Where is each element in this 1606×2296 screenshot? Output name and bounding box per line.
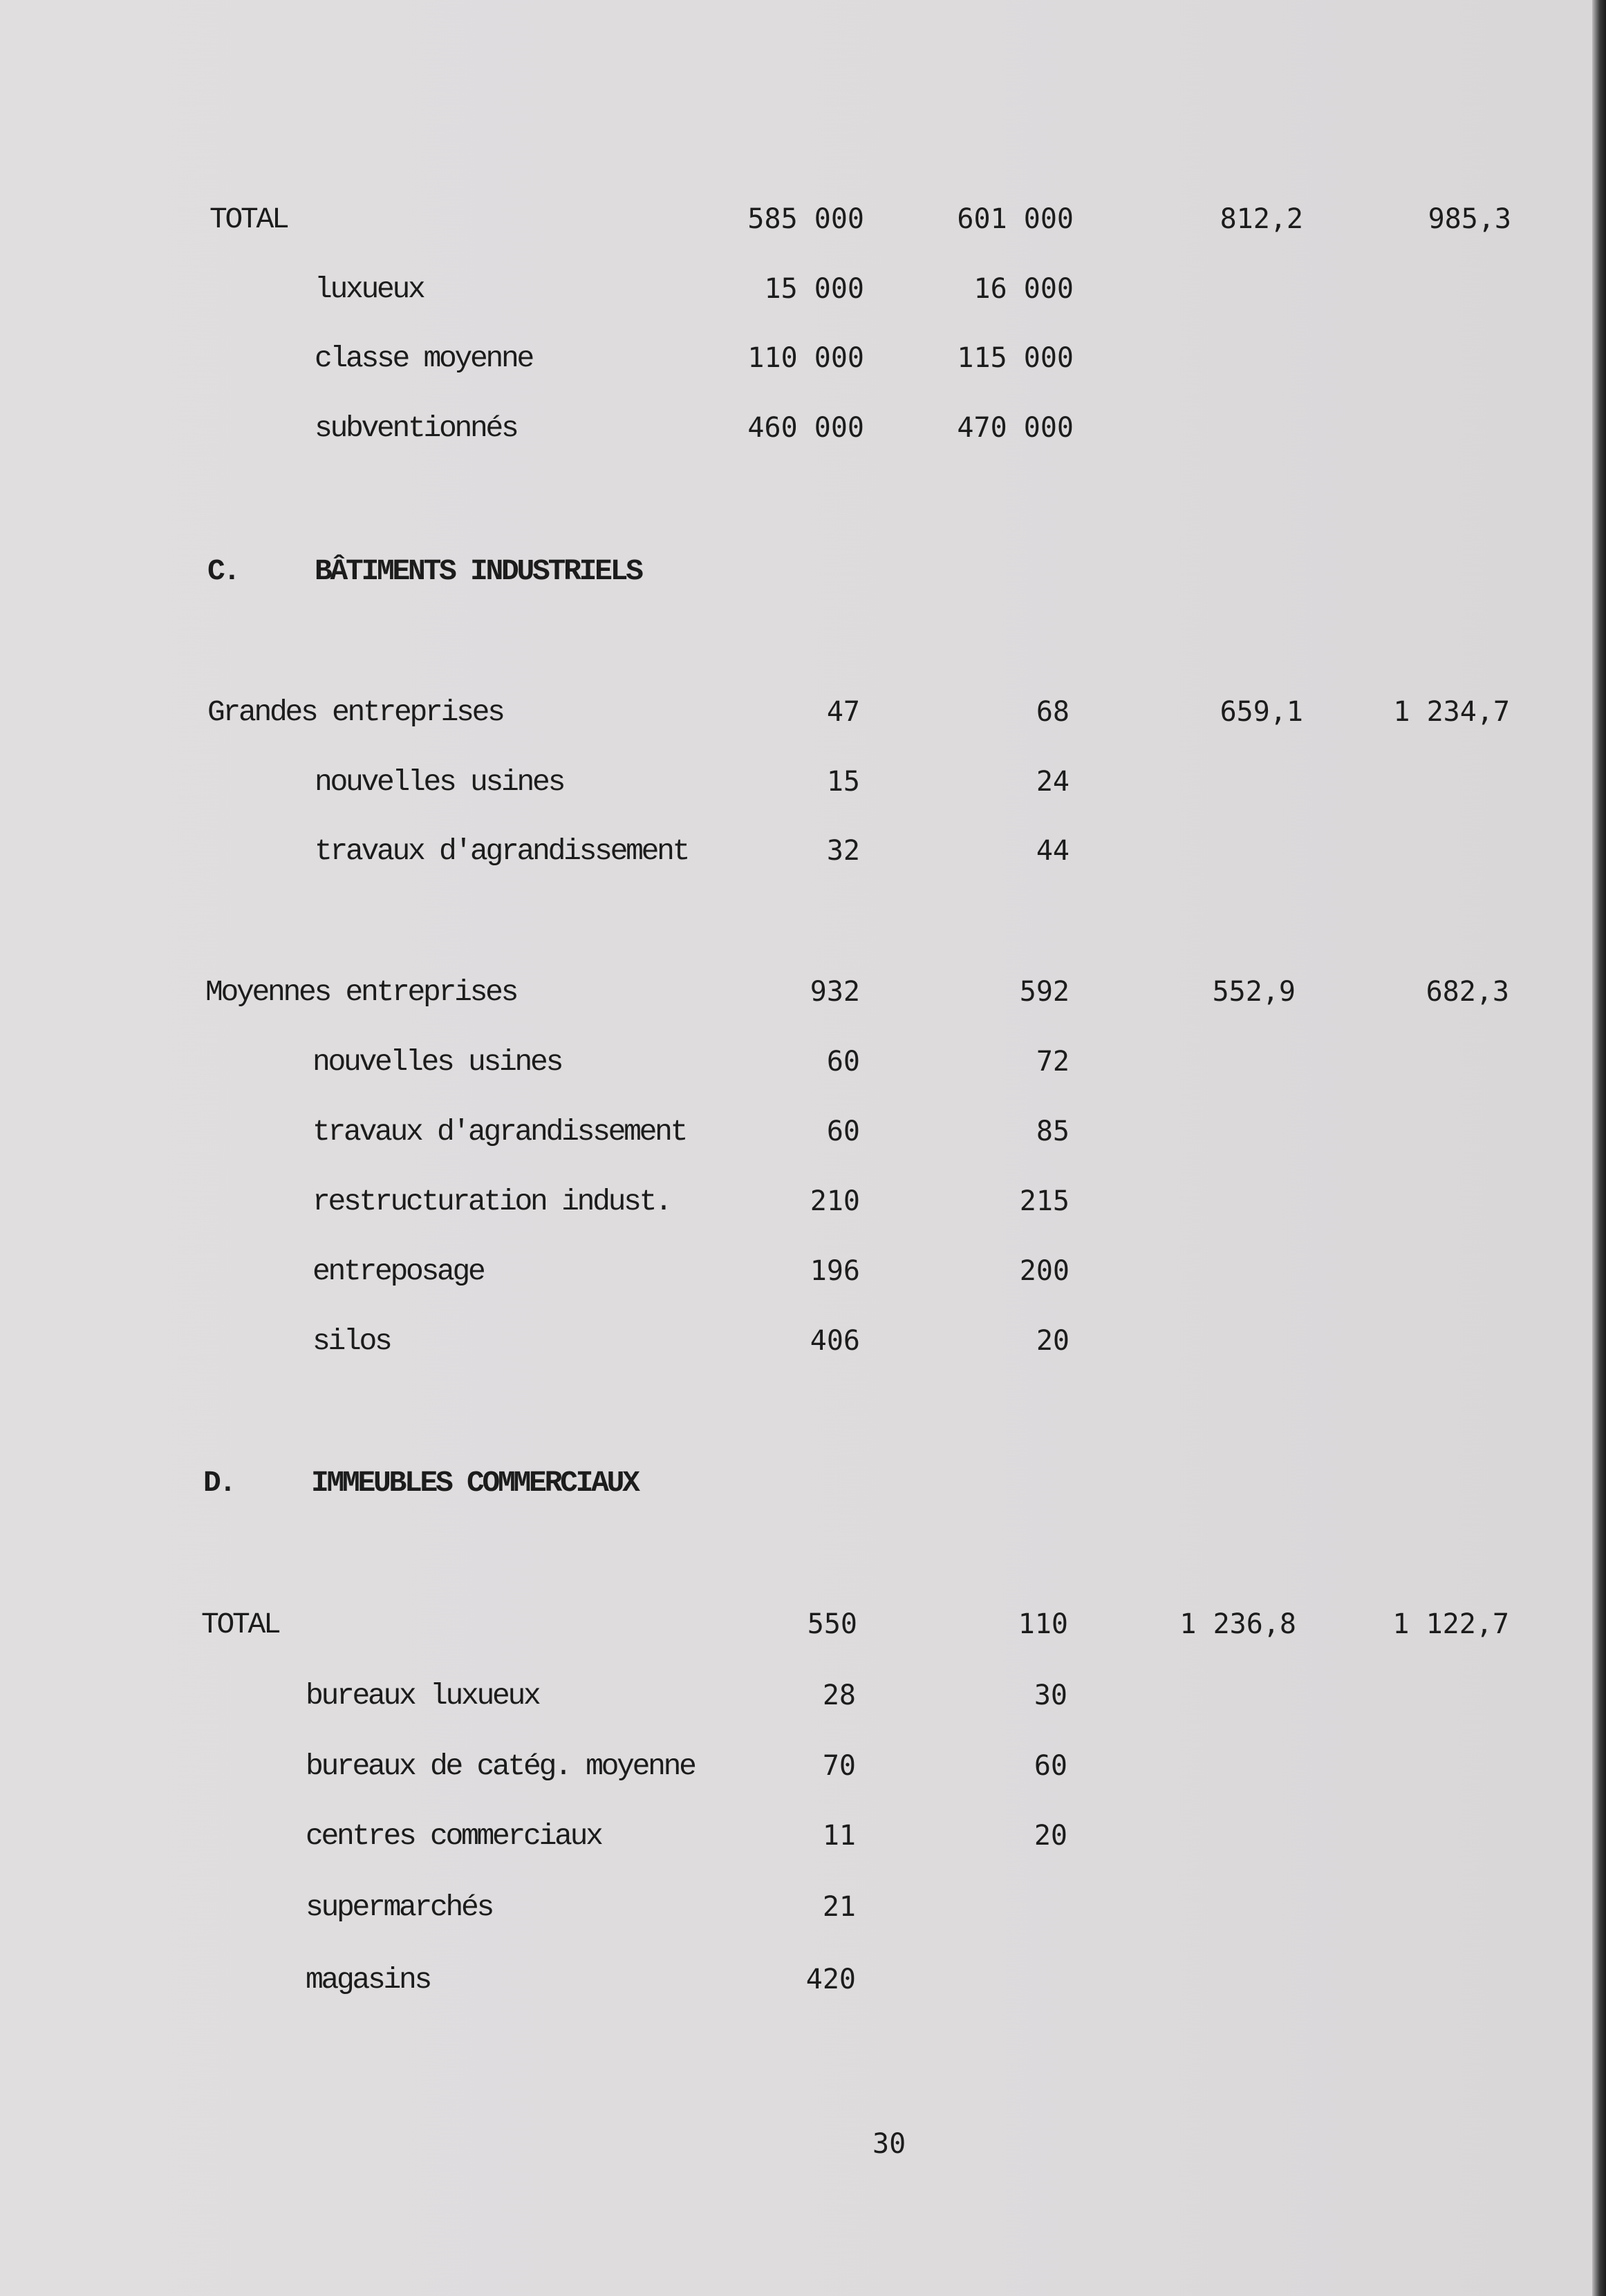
row-value-2: 215: [1019, 1185, 1070, 1217]
row-value-1: 210: [810, 1185, 860, 1217]
row-label: luxueux: [315, 272, 424, 306]
commercial-total-value-1: 550: [807, 1608, 857, 1640]
row-value-1: 110 000: [747, 342, 864, 374]
row-label: subventionnés: [315, 411, 517, 445]
row-label: nouvelles usines: [315, 765, 564, 799]
commercial-total-value-3: 1 236,8: [1179, 1608, 1296, 1640]
row-label: nouvelles usines: [312, 1045, 562, 1079]
row-label: travaux d'agrandissement: [312, 1115, 687, 1149]
total-value-1: 585 000: [747, 203, 864, 235]
row-value-1: 60: [826, 1116, 860, 1147]
row-value-2: 60: [1034, 1750, 1067, 1782]
total-value-2: 601 000: [957, 203, 1074, 235]
section-d-letter: D.: [203, 1466, 235, 1500]
row-value-1: 460 000: [747, 412, 864, 444]
row-value-1: 196: [810, 1255, 860, 1287]
section-c-title: BÂTIMENTS INDUSTRIELS: [315, 554, 642, 588]
group-value-4: 1 234,7: [1393, 696, 1510, 728]
row-label: restructuration indust.: [312, 1185, 671, 1218]
group-value-3: 659,1: [1220, 696, 1303, 728]
row-value-2: 200: [1019, 1255, 1070, 1287]
total-value-3: 812,2: [1220, 203, 1303, 235]
commercial-total-value-2: 110: [1018, 1608, 1068, 1640]
row-value-2: 85: [1036, 1116, 1070, 1147]
commercial-total-value-4: 1 122,7: [1392, 1608, 1509, 1640]
row-value-2: 20: [1034, 1820, 1067, 1852]
row-value-1: 11: [822, 1820, 856, 1852]
row-label: travaux d'agrandissement: [315, 834, 689, 868]
row-label: bureaux de catég. moyenne: [306, 1749, 695, 1783]
group-value-2: 68: [1036, 696, 1070, 728]
row-value-2: 115 000: [957, 342, 1074, 374]
row-value-1: 15 000: [764, 273, 864, 305]
row-value-1: 28: [822, 1679, 856, 1711]
row-value-1: 420: [805, 1964, 856, 1995]
group-value-3: 552,9: [1212, 976, 1296, 1008]
row-value-2: 16 000: [973, 273, 1074, 305]
group-value-4: 682,3: [1426, 976, 1509, 1008]
row-value-2: 470 000: [957, 412, 1074, 444]
row-label: classe moyenne: [315, 341, 533, 375]
row-label: silos: [312, 1324, 391, 1358]
page-number: 30: [872, 2128, 906, 2160]
total-label: TOTAL: [209, 203, 288, 236]
group-value-1: 47: [826, 696, 860, 728]
page-edge-shadow: [1592, 0, 1606, 2296]
row-value-2: 30: [1034, 1679, 1067, 1711]
row-value-1: 21: [822, 1891, 856, 1923]
row-label: magasins: [306, 1963, 431, 1997]
commercial-total-label: TOTAL: [201, 1608, 279, 1641]
group-value-2: 592: [1019, 976, 1070, 1008]
row-value-1: 70: [822, 1750, 856, 1782]
row-value-1: 32: [826, 835, 860, 867]
group-label: Grandes entreprises: [207, 695, 503, 729]
row-value-1: 406: [810, 1325, 860, 1357]
row-label: bureaux luxueux: [306, 1679, 539, 1713]
row-value-1: 15: [826, 766, 860, 798]
row-value-2: 20: [1036, 1325, 1070, 1357]
total-value-4: 985,3: [1428, 203, 1511, 235]
section-d-title: IMMEUBLES COMMERCIAUX: [311, 1466, 638, 1500]
row-label: centres commerciaux: [306, 1819, 601, 1853]
group-value-1: 932: [810, 976, 860, 1008]
group-label: Moyennes entreprises: [205, 975, 517, 1009]
row-label: entreposage: [312, 1254, 484, 1288]
row-value-2: 24: [1036, 766, 1070, 798]
row-value-2: 44: [1036, 835, 1070, 867]
section-c-letter: C.: [207, 554, 239, 588]
row-label: supermarchés: [306, 1890, 493, 1924]
row-value-1: 60: [826, 1046, 860, 1078]
row-value-2: 72: [1036, 1046, 1070, 1078]
